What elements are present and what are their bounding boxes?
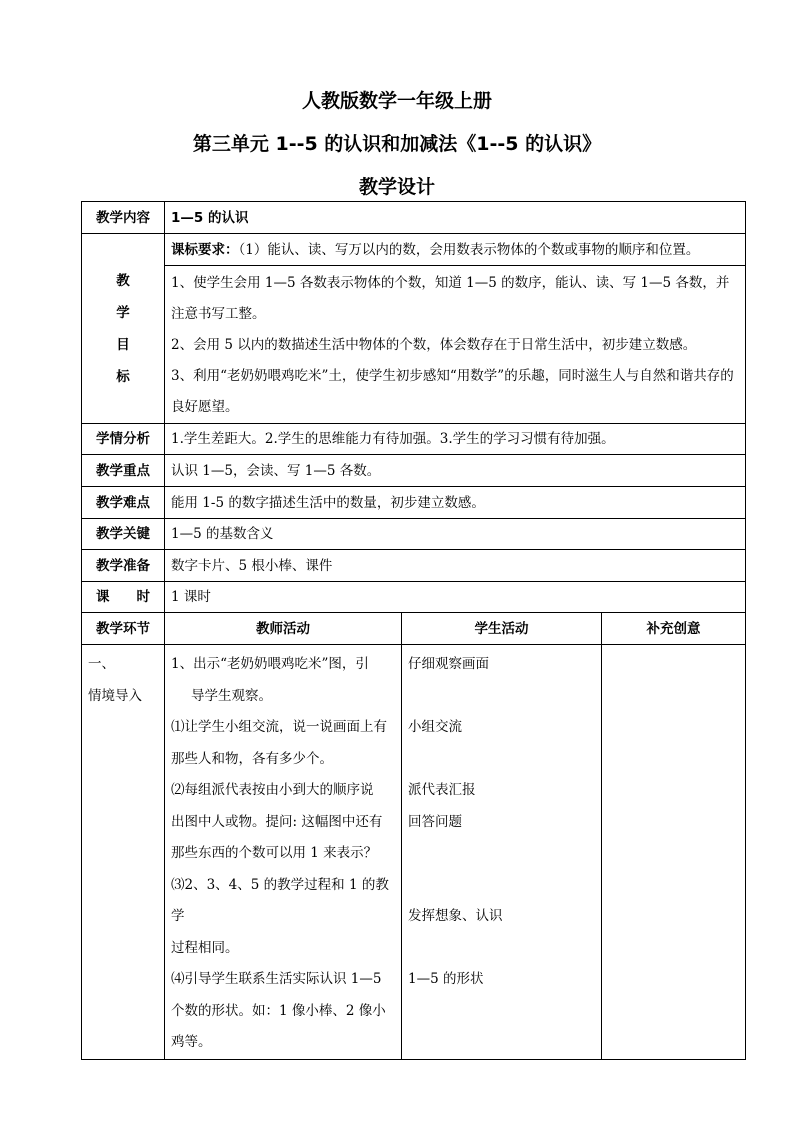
goal-item: 3、利用“老奶奶喂鸡吃米”土，使学生初步感知“用数学”的乐趣，同时滋生人与自然和谐共存的良好愿望。 [171, 368, 734, 415]
stage-1-row [82, 645, 746, 1060]
standard-cell [165, 234, 746, 266]
stage-1-number: 一、 [88, 656, 115, 672]
student-line [408, 744, 595, 776]
teacher-line: 1、出示“老奶奶喂鸡吃米”图，引 [171, 656, 369, 672]
lesson-plan-table [81, 201, 746, 1060]
crux-label: 教学关键 [82, 519, 165, 550]
student-line [408, 681, 595, 713]
header-extra: 补充创意 [602, 613, 746, 645]
student-line: 仔细观察画面 [408, 656, 489, 672]
analysis-label: 学情分析 [82, 424, 165, 455]
teacher-line: ⑶2、3、4、5 的教学过程和 1 的教学 [171, 876, 389, 924]
stage-1-cell [82, 645, 165, 1060]
student-line: 小组交流 [408, 719, 462, 735]
teacher-activity-cell [165, 645, 402, 1060]
analysis-value: 1.学生差距大。2.学生的思维能力有待加强。3.学生的学习习惯有待加强。 [165, 424, 746, 455]
row-crux [82, 519, 746, 550]
goal-item: 2、会用 5 以内的数描述生活中物体的个数，体会数存在于日常生活中，初步建立数感。 [171, 337, 697, 353]
row-difficulty [82, 487, 746, 519]
difficulty-label: 教学难点 [82, 487, 165, 519]
row-prep [82, 550, 746, 582]
teacher-line: 那些东西的个数可以用 1 来表示？ [171, 845, 378, 861]
student-line [408, 870, 595, 902]
row-key-point [82, 455, 746, 487]
teacher-line: 出图中人或物。提问: 这幅图中还有 [171, 813, 383, 830]
extra-ideas-cell [602, 645, 746, 1060]
hours-value: 1 课时 [165, 582, 746, 613]
teacher-line: ⑷引导学生联系生活实际认识 1—5 [171, 971, 382, 987]
process-header-row [82, 613, 746, 645]
row-content [82, 202, 746, 234]
difficulty-value: 能用 1-5 的数字描述生活中的数量，初步建立数感。 [165, 487, 746, 519]
teacher-line: ⑴让学生小组交流，说一说画面上有 [171, 719, 387, 735]
goal-item: 1、使学生会用 1—5 各数表示物体的个数，知道 1—5 的数序，能认、读、写 1—5 各数，并注意书写工整。 [171, 275, 730, 322]
student-line [408, 933, 595, 965]
content-value: 1—5 的认识 [165, 202, 746, 234]
row-hours [82, 582, 746, 613]
teacher-line: 过程相同。 [171, 939, 239, 956]
student-line: 1—5 的形状 [408, 971, 484, 987]
row-goals [82, 266, 746, 424]
student-line: 派代表汇报 [408, 782, 476, 798]
student-line: 回答问题 [408, 813, 462, 830]
hours-label: 课 时 [82, 582, 165, 613]
standard-text: （1）能认、读、写万以内的数，会用数表示物体的个数或事物的顺序和位置。 [238, 241, 700, 258]
row-standard [82, 234, 746, 266]
key-point-value: 认识 1—5，会读、写 1—5 各数。 [165, 455, 746, 487]
teacher-line: ⑵每组派代表按由小到大的顺序说 [171, 782, 374, 798]
student-line [408, 838, 595, 870]
design-title: 教学设计 [358, 176, 435, 198]
stage-1-name: 情境导入 [88, 687, 142, 704]
standard-label: 课标要求： [171, 241, 239, 258]
header-stage: 教学环节 [82, 613, 165, 645]
row-analysis [82, 424, 746, 455]
teacher-line: 导学生观察。 [191, 687, 272, 704]
goals-cell [165, 266, 746, 424]
goals-label: 教 学 目 标 [82, 234, 165, 424]
teacher-line: 个数的形状。如：1 像小棒、2 像小 [171, 1002, 386, 1019]
unit-title: 第三单元 1--5 的认识和加减法《1--5 的认识》 [192, 133, 602, 155]
prep-label: 教学准备 [82, 550, 165, 582]
teacher-line: 鸡等。 [171, 1034, 212, 1050]
document-title: 人教版数学一年级上册 [301, 90, 492, 112]
student-activity-cell [402, 645, 602, 1060]
crux-value: 1—5 的基数含义 [165, 519, 746, 550]
content-label: 教学内容 [82, 202, 165, 234]
prep-value: 数字卡片、5 根小棒、课件 [165, 550, 746, 582]
key-point-label: 教学重点 [82, 455, 165, 487]
header-student: 学生活动 [402, 613, 602, 645]
header-teacher: 教师活动 [165, 613, 402, 645]
student-line: 发挥想象、认识 [408, 908, 503, 924]
teacher-line: 那些人和物，各有多少个。 [171, 750, 333, 767]
